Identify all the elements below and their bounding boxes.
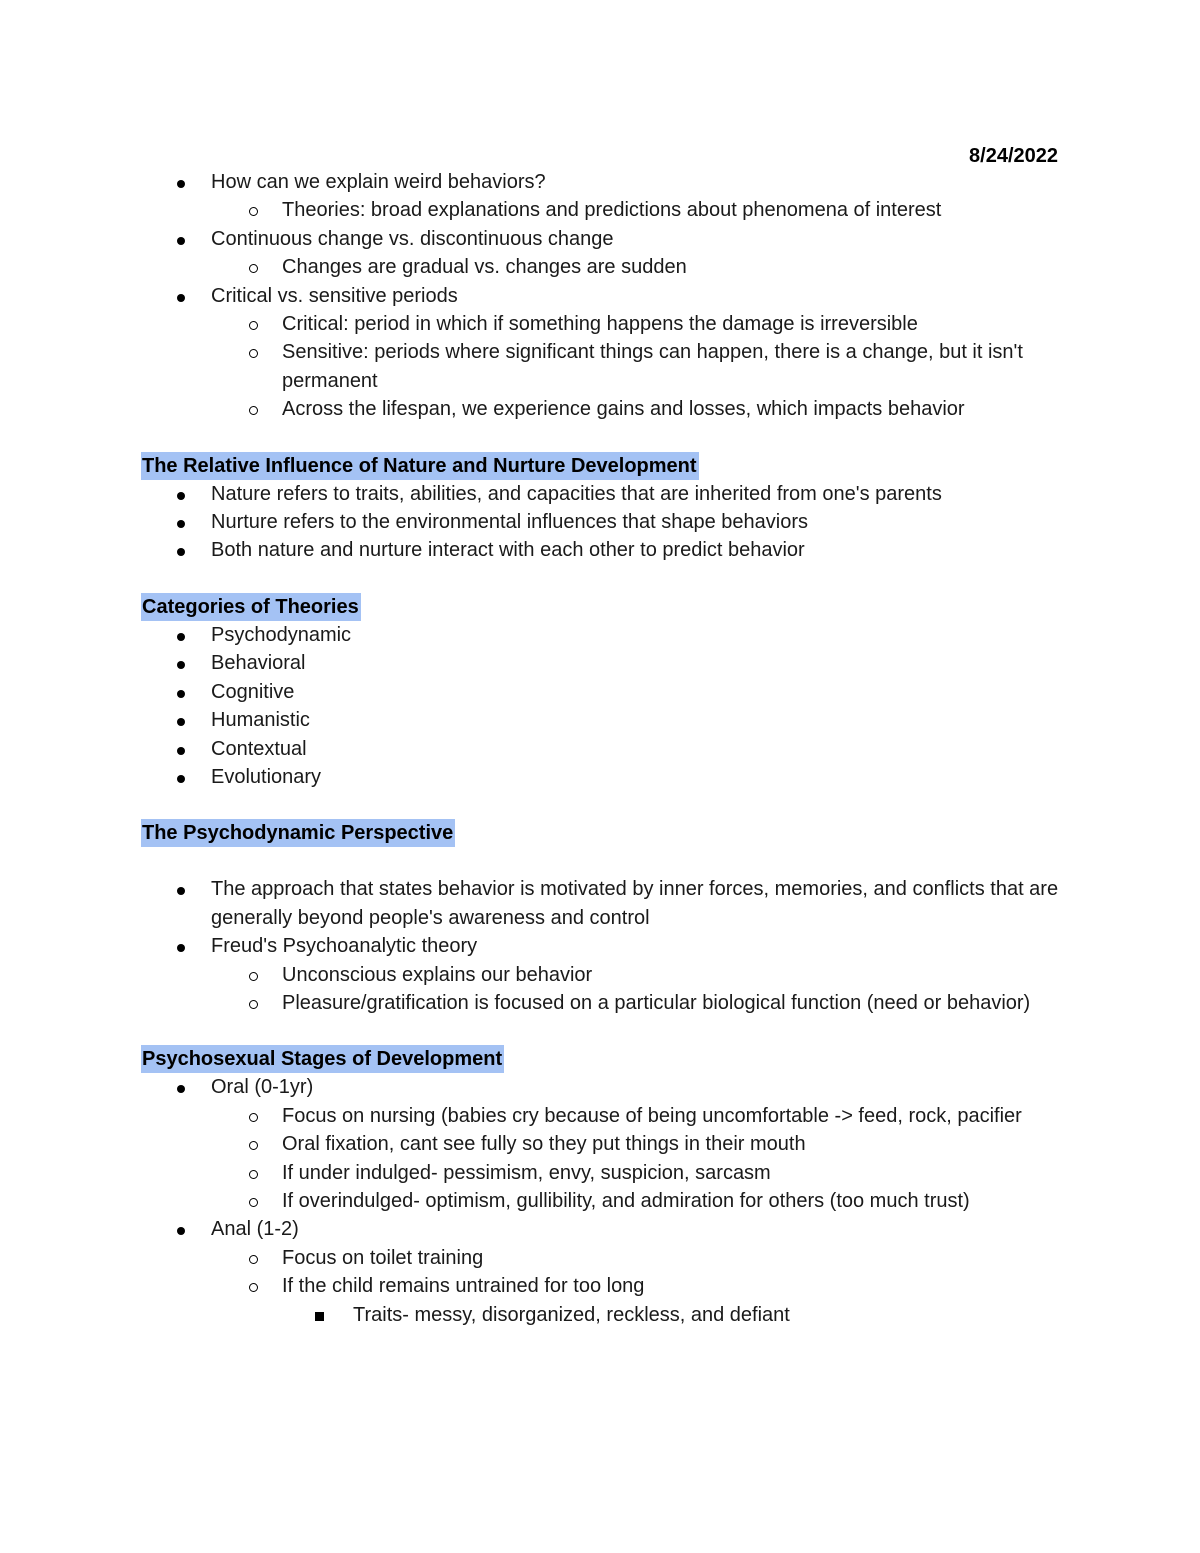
list-item: The approach that states behavior is motivated by inner forces, memories, and conflicts that are generally beyond people's awareness and control (141, 875, 1061, 932)
section-heading-categories: Categories of Theories (141, 593, 361, 621)
circle-bullet-icon (249, 1102, 258, 1130)
list-item: Cognitive (141, 678, 1061, 706)
bullet-icon (177, 621, 185, 649)
list-item: Nature refers to traits, abilities, and capacities that are inherited from one's parents (141, 480, 1061, 508)
list-item: Sensitive: periods where significant things can happen, there is a change, but it isn't permanent (141, 338, 1061, 395)
bullet-icon (177, 536, 185, 564)
bullet-icon (177, 168, 185, 196)
circle-bullet-icon (249, 1130, 258, 1158)
circle-bullet-icon (249, 338, 258, 366)
list-item: Freud's Psychoanalytic theory (141, 932, 1061, 960)
section-heading-psychosexual: Psychosexual Stages of Development (141, 1045, 504, 1073)
list-item: How can we explain weird behaviors? (141, 168, 1061, 196)
bullet-icon (177, 225, 185, 253)
list-item: Psychodynamic (141, 621, 1061, 649)
section-heading-psychodynamic: The Psychodynamic Perspective (141, 819, 455, 847)
bullet-icon (177, 1073, 185, 1101)
bullet-icon (177, 1215, 185, 1243)
categories-list (141, 621, 1061, 791)
circle-bullet-icon (249, 961, 258, 989)
psychosexual-list (141, 1073, 1061, 1329)
list-item: Critical: period in which if something happens the damage is irreversible (141, 310, 1061, 338)
list-item: Contextual (141, 735, 1061, 763)
list-item: Theories: broad explanations and predictions about phenomena of interest (141, 196, 1061, 224)
bullet-icon (177, 508, 185, 536)
bullet-icon (177, 678, 185, 706)
circle-bullet-icon (249, 1244, 258, 1272)
bullet-icon (177, 282, 185, 310)
bullet-icon (177, 735, 185, 763)
list-item: Pleasure/gratification is focused on a particular biological function (need or behavior) (141, 989, 1061, 1017)
circle-bullet-icon (249, 395, 258, 423)
list-item: Continuous change vs. discontinuous change (141, 225, 1061, 253)
notes-body (141, 168, 1061, 1329)
list-item: If the child remains untrained for too long (141, 1272, 1061, 1300)
list-item: Focus on nursing (babies cry because of being uncomfortable -> feed, rock, pacifier (141, 1102, 1061, 1130)
list-item: Nurture refers to the environmental influences that shape behaviors (141, 508, 1061, 536)
circle-bullet-icon (249, 1272, 258, 1300)
list-item: Unconscious explains our behavior (141, 961, 1061, 989)
list-item: Humanistic (141, 706, 1061, 734)
list-item: Across the lifespan, we experience gains and losses, which impacts behavior (141, 395, 1061, 423)
bullet-icon (177, 706, 185, 734)
circle-bullet-icon (249, 196, 258, 224)
list-item: Both nature and nurture interact with each other to predict behavior (141, 536, 1061, 564)
section-heading-nature-nurture: The Relative Influence of Nature and Nurture Development (141, 452, 699, 480)
list-item: Changes are gradual vs. changes are sudden (141, 253, 1061, 281)
nature-nurture-list (141, 480, 1061, 565)
list-item: If under indulged- pessimism, envy, suspicion, sarcasm (141, 1159, 1061, 1187)
circle-bullet-icon (249, 310, 258, 338)
list-item: Oral (0-1yr) (141, 1073, 1061, 1101)
list-item: If overindulged- optimism, gullibility, and admiration for others (too much trust) (141, 1187, 1061, 1215)
list-item: Anal (1-2) (141, 1215, 1061, 1243)
date-label: 8/24/2022 (969, 145, 1058, 167)
list-item: Oral fixation, cant see fully so they put things in their mouth (141, 1130, 1061, 1158)
circle-bullet-icon (249, 989, 258, 1017)
square-bullet-icon (315, 1301, 324, 1329)
list-item: Focus on toilet training (141, 1244, 1061, 1272)
intro-list (141, 168, 1061, 424)
bullet-icon (177, 875, 185, 903)
list-item: Critical vs. sensitive periods (141, 282, 1061, 310)
bullet-icon (177, 480, 185, 508)
list-item: Traits- messy, disorganized, reckless, and defiant (141, 1301, 1061, 1329)
psychodynamic-list (141, 875, 1061, 1017)
bullet-icon (177, 763, 185, 791)
circle-bullet-icon (249, 1187, 258, 1215)
bullet-icon (177, 932, 185, 960)
list-item: Evolutionary (141, 763, 1061, 791)
list-item: Behavioral (141, 649, 1061, 677)
circle-bullet-icon (249, 1159, 258, 1187)
bullet-icon (177, 649, 185, 677)
circle-bullet-icon (249, 253, 258, 281)
